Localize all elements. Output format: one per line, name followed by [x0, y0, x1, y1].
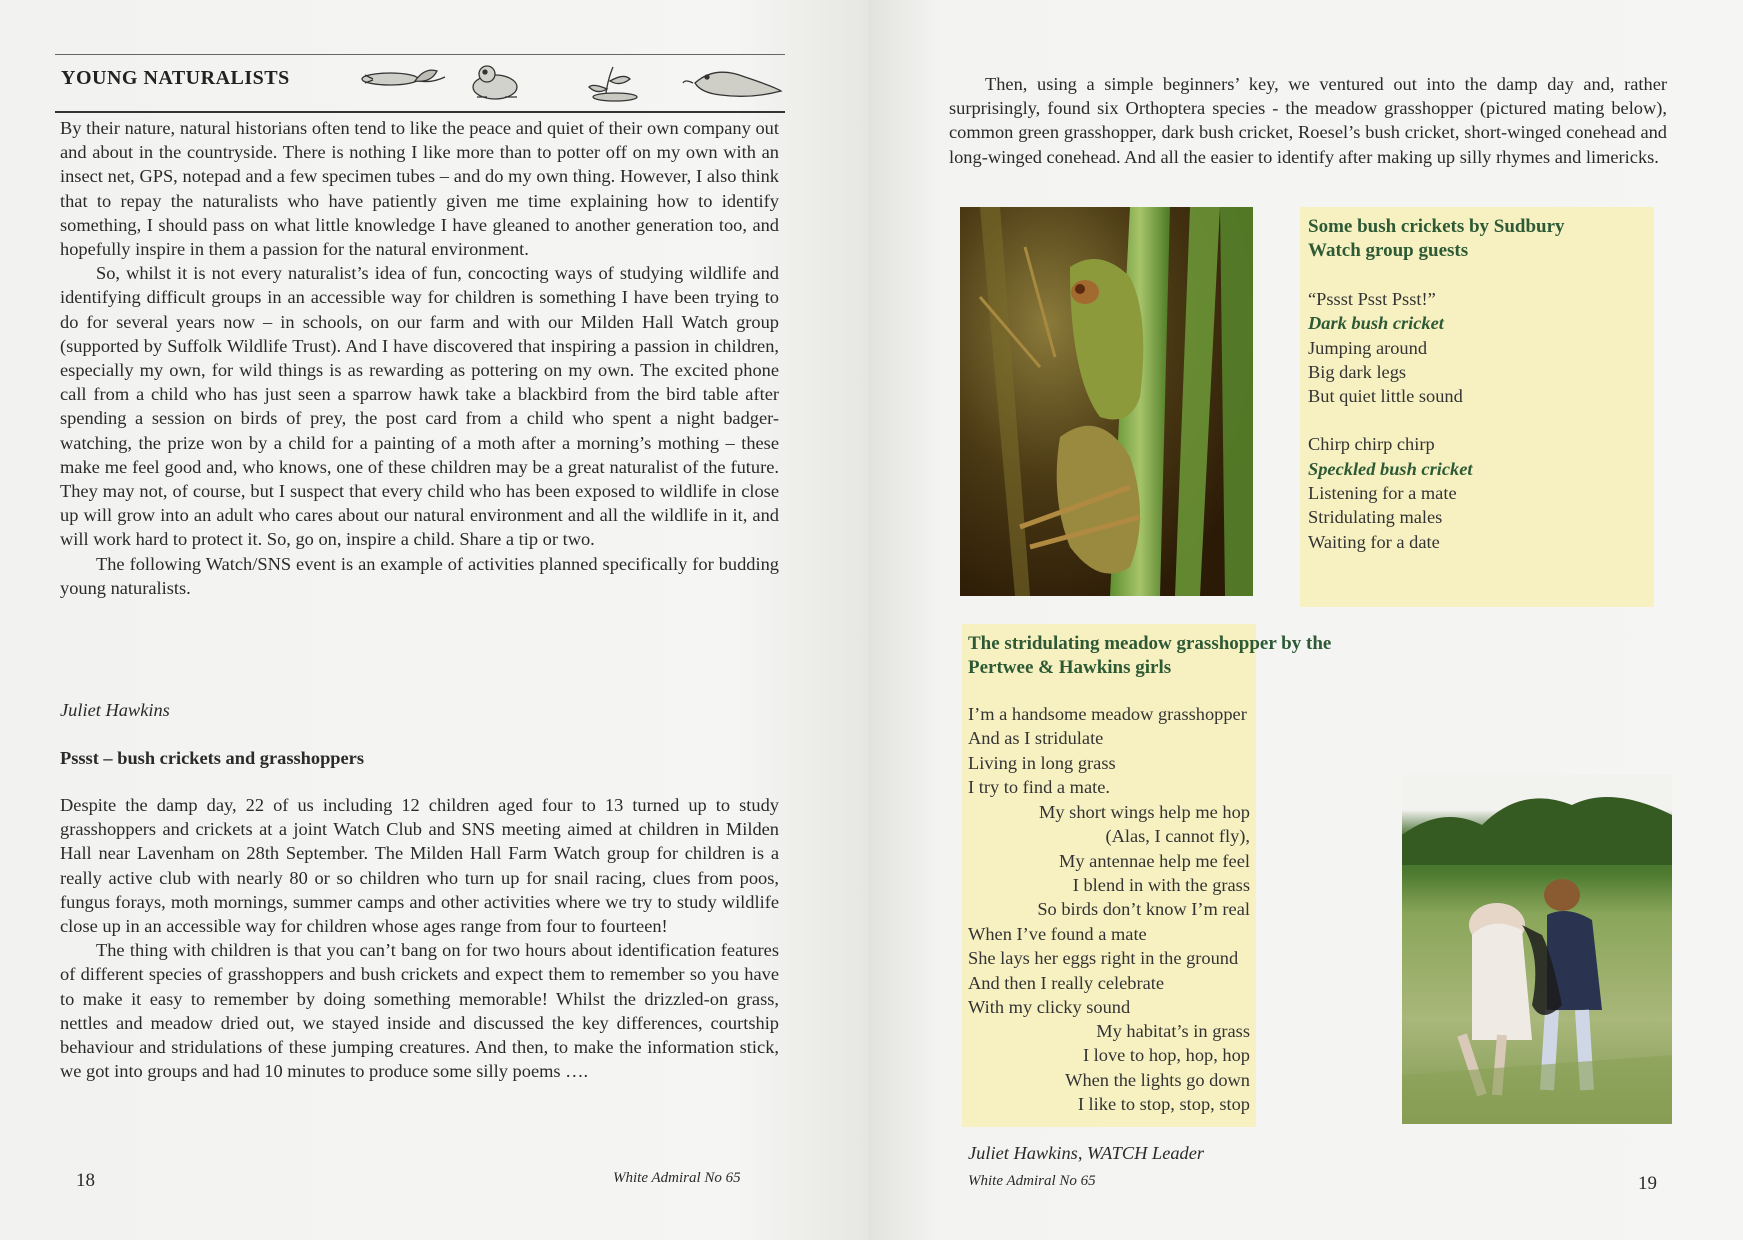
poem-line: And as I stridulate — [968, 728, 1104, 749]
poem-line: I try to find a mate. — [968, 776, 1110, 797]
verse-2 — [968, 800, 1250, 921]
mating-grasshoppers-photo — [960, 207, 1253, 596]
children-in-meadow-photo — [1402, 775, 1672, 1124]
poem-line: I blend in with the grass — [1072, 874, 1250, 895]
running-title: White Admiral No 65 — [613, 1170, 741, 1186]
poem-line: I love to hop, hop, hop — [1082, 1045, 1250, 1066]
right-intro-paragraph: Then, using a simple beginners’ key, we ventured out into the damp day and, rather surprisingly, found six Orthoptera species - the meadow grasshopper (pictured mating below), common green grasshopper, dark bush cricket, Roesel’s bush cricket, short-winged conehead and long-winged conehead. And all the easier to identify after making up silly rhymes and limericks. — [949, 74, 1667, 167]
poem-line: (Alas, I cannot fly), — [1105, 826, 1250, 847]
poem-line: And then I really celebrate — [968, 972, 1165, 993]
poem-line: Chirp chirp chirp — [1308, 434, 1435, 455]
poem-line: Stridulating males — [1308, 507, 1443, 528]
right-page-number: 19 — [1638, 1173, 1657, 1194]
intro-paragraph-1: By their nature, natural historians often tend to like the peace and quiet of their own company out and about in the countryside. There is nothing I like more than to potter off on my own with an insect net, GPS, notepad and a few specimen tubes – and do my own thing. However, I also think that to repay the naturalists who have patiently given me time explaining how to identify something, I should pass on what little knowledge I have gleaned to another generation too, and hopefully inspire in them a passion for the natural environment. — [60, 118, 779, 260]
plant-sprig-icon — [589, 67, 637, 101]
article-paragraph-1: Despite the damp day, 22 of us including 12 children aged four to 13 turned up to study grasshoppers and crickets at a joint Watch Club and SNS meeting aimed at children in Milden Hall near Lavenham on 28th September. The Milden Hall Farm Watch group for children is a really active club with nearly 80 or so children who turn up for snail racing, clues from poos, fungus forays, moth mornings, summer camps and other activities where we try to study wildlife close up in an accessible way for children whose ages range from four to fourteen! — [60, 795, 779, 937]
intro-paragraph-2: So, whilst it is not every naturalist’s idea of fun, concocting ways of studying wildlife and identifying difficult groups in an accessible way for children is something I have been trying to do for several years now – in schools, on our farm and with our Milden Hall Watch group (supported by Suffolk Wildlife Trust). And I have discovered that inspiring a passion in children, especially my own, for wild things is as rewarding as pottering on my own. The excited phone call from a child who has just seen a sparrow hawk take a blackbird from the bird table after spending a session on birds of prey, the post card from a child who spent a night badger-watching, the prize won by a child for a painting of a moth after a morning’s mothing – these make me feel good and, who knows, one of these children may be a great naturalist of the future. They may not, of course, but I suspect that every child who has been exposed to wildlife in close up will grow into an adult who cares about our natural environment and all the wildlife in it, and will work hard to protect it. So, go on, inspire a child. Share a tip or two. — [60, 263, 779, 550]
toad-icon — [473, 66, 517, 99]
dark-bush-cricket-title: Dark bush cricket — [1308, 313, 1444, 334]
section-header — [55, 54, 785, 113]
page-number: 18 — [76, 1170, 95, 1191]
poem-line: Jumping around — [1308, 337, 1428, 358]
poem-line: So birds don’t know I’m real — [1037, 899, 1250, 920]
author-signature: Juliet Hawkins — [60, 700, 170, 720]
article-paragraph-2: The thing with children is that you can’t bang on for two hours about identification features of different species of grasshoppers and bush crickets and expect them to remember so you have to make it easy to remember by doing something memorable! Whilst the drizzled-on grass, nettles and meadow dried out, we stayed inside and discussed the key differences, courtship behaviour and stridulations of these jumping creatures. And then, to make the information stick, we got into groups and had 10 minutes to produce some silly poems …. — [60, 940, 779, 1082]
poem-line: My habitat’s in grass — [1096, 1021, 1250, 1041]
poem-opener: “Pssst Psst Psst!” — [1308, 289, 1436, 309]
intro-text — [60, 116, 779, 600]
section-title: YOUNG NATURALISTS — [61, 67, 290, 89]
poem-line: My antennae help me feel — [1059, 850, 1250, 871]
right-signature: Juliet Hawkins, WATCH Leader — [968, 1143, 1205, 1163]
poem-line: When the lights go down — [1065, 1069, 1250, 1090]
right-page — [868, 0, 1743, 1240]
poem-line: My short wings help me hop — [1039, 802, 1250, 822]
right-running-title: White Admiral No 65 — [968, 1173, 1096, 1189]
box2-title-line2-text: Pertwee & Hawkins girls — [968, 657, 1172, 678]
poem-line: Listening for a mate — [1308, 483, 1457, 504]
speckled-bush-cricket-title: Speckled bush cricket — [1308, 458, 1473, 479]
poem-line: I like to stop, stop, stop — [1077, 1093, 1250, 1114]
bush-crickets-poem-box — [1300, 207, 1654, 607]
article-subheading: Pssst – bush crickets and grasshoppers — [60, 748, 365, 768]
poem-line: She lays her eggs right in the ground — [968, 948, 1239, 969]
poem-line: I’m a handsome meadow grasshopper — [968, 704, 1247, 724]
article-text — [60, 793, 779, 1083]
nature-illustration-strip — [315, 59, 785, 105]
tadpole-newt-icon — [683, 72, 781, 96]
box1-title-line2: Watch group guests — [1308, 240, 1469, 261]
verse-4 — [968, 1019, 1250, 1116]
poem-line: Big dark legs — [1308, 361, 1407, 382]
intro-paragraph-3: The following Watch/SNS event is an example of activities planned specifically for budding young naturalists. — [60, 553, 779, 598]
poem-line: With my clicky sound — [968, 996, 1131, 1017]
verse-3 — [968, 922, 1250, 1019]
box1-title-line1: Some bush crickets by Sudbury — [1308, 216, 1565, 237]
poem-line: When I’ve found a mate — [968, 924, 1147, 944]
box2-title-line1-text: The stridulating meadow grasshopper by the — [968, 633, 1332, 654]
caterpillar-leaf-icon — [362, 70, 445, 85]
left-page — [0, 0, 868, 1240]
grasshopper-illustration — [960, 207, 1253, 596]
poem-line: Waiting for a date — [1308, 531, 1440, 552]
poem-line: Living in long grass — [968, 752, 1116, 773]
poem-line: But quiet little sound — [1308, 386, 1463, 407]
children-illustration — [1402, 775, 1672, 1124]
right-intro-text — [949, 72, 1667, 169]
